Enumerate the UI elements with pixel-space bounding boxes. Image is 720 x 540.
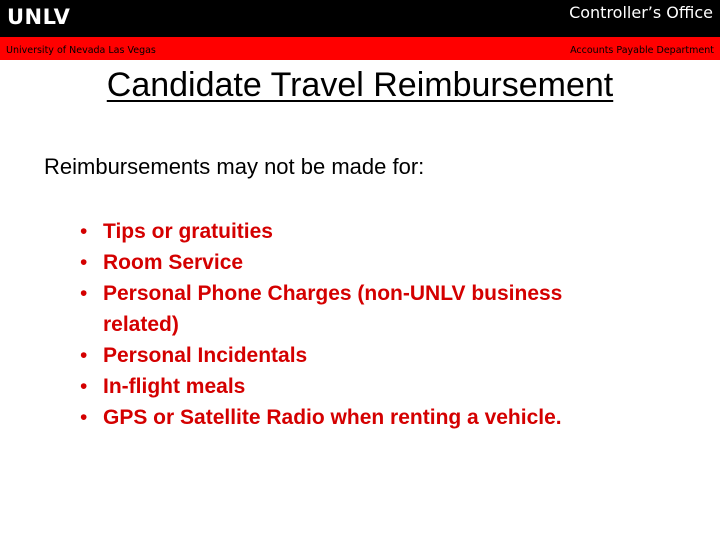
list-item (80, 402, 660, 433)
list-item (80, 278, 660, 340)
bullet-icon: • (80, 406, 88, 429)
list-item-text: In-flight meals (103, 375, 246, 398)
list-item-text: Room Service (103, 251, 244, 274)
department-name: Accounts Payable Department (570, 45, 714, 56)
subheader-bar (0, 37, 720, 60)
bullet-icon: • (80, 251, 88, 274)
unlv-logo: UNLV (7, 5, 71, 29)
list-item (80, 340, 660, 371)
bullet-icon: • (80, 344, 88, 367)
list-item-text: GPS or Satellite Radio when renting a vehicle. (103, 406, 562, 429)
university-name: University of Nevada Las Vegas (6, 45, 156, 56)
list-item-text: Personal Phone Charges (non-UNLV business related) (103, 282, 563, 336)
bullet-icon: • (80, 220, 88, 243)
bullet-icon: • (80, 375, 88, 398)
slide-title: Candidate Travel Reimbursement (106, 66, 614, 104)
bullet-icon: • (80, 282, 88, 305)
list-item-text: Personal Incidentals (103, 344, 308, 367)
exclusions-list (80, 216, 660, 433)
office-name: Controller’s Office (569, 3, 713, 22)
list-item (80, 371, 660, 402)
list-item-text: Tips or gratuities (103, 220, 273, 243)
list-item (80, 247, 660, 278)
list-item (80, 216, 660, 247)
intro-text: Reimbursements may not be made for: (44, 154, 425, 179)
header-bar (0, 0, 720, 37)
